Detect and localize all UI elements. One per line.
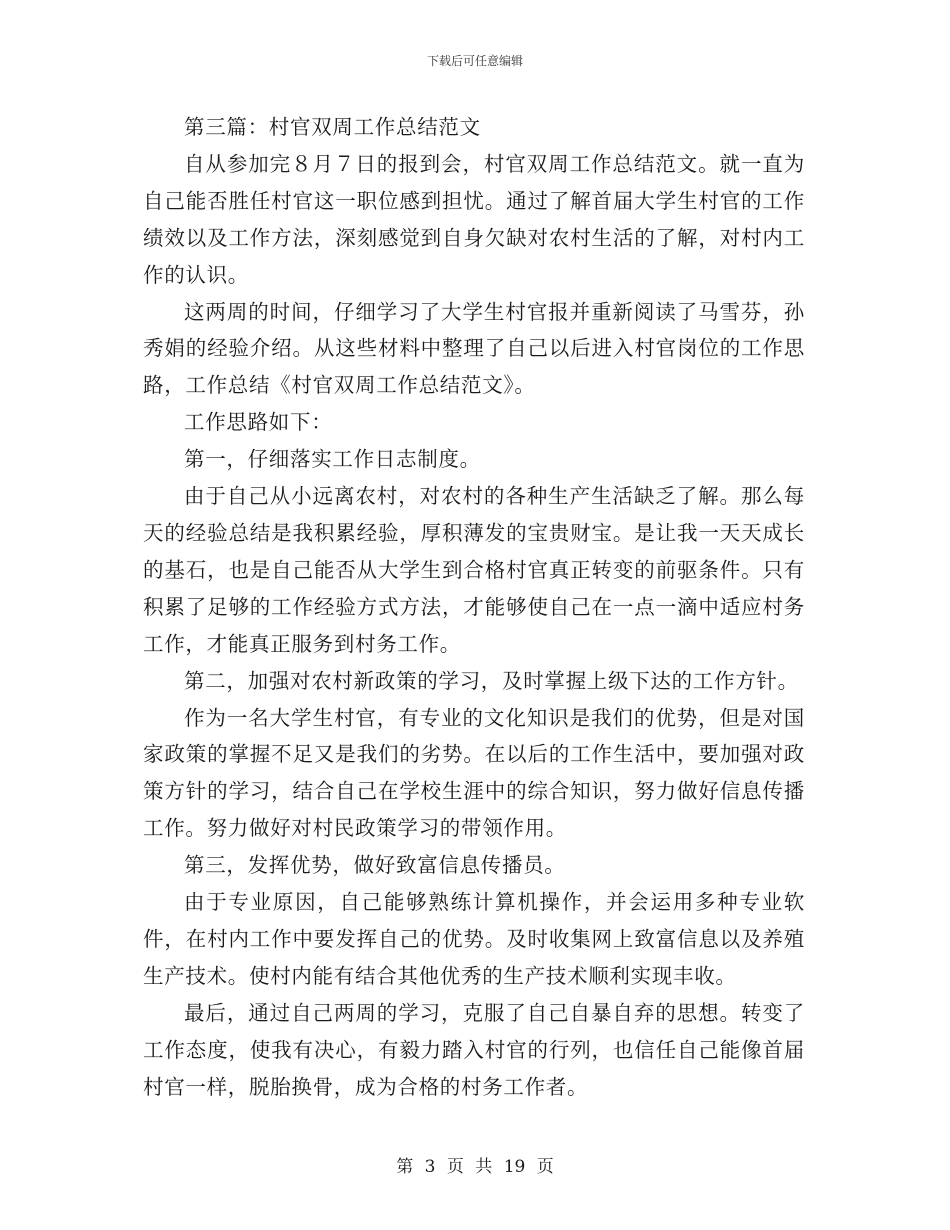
paragraph: 最后，通过自己两周的学习，克服了自己自暴自弃的思想。转变了工作态度，使我有决心，有毅力踏入村官的行列，也信任自己能像首届村官一样，脱胎换骨，成为合格的村务工作者。 <box>143 1000 805 1099</box>
paragraph: 工作思路如下： <box>184 410 333 435</box>
page-header-note: 下载后可任意编辑 <box>426 54 523 68</box>
paragraph: 由于专业原因，自己能够熟练计算机操作，并会运用多种专业软件，在村内工作中要发挥自己的优势。及时收集网上致富信息以及养殖生产技术。使村内能有结合其他优秀的生产技术顺利实现丰收。 <box>143 890 805 988</box>
page-number-footer: 第 3 页 共 19 页 <box>396 1157 554 1177</box>
paragraph: 第一，仔细落实工作日志制度。 <box>184 447 481 472</box>
paragraph: 作为一名大学生村官，有专业的文化知识是我们的优势，但是对国家政策的掌握不足又是我们的劣势。在以后的工作生活中，要加强对政策方针的学习，结合自己在学校生涯中的综合知识，努力做好信息传播工作。努力做好对村民政策学习的带领作用。 <box>143 705 805 841</box>
paragraph: 这两周的时间，仔细学习了大学生村官报并重新阅读了马雪芬，孙秀娟的经验介绍。从这些材料中整理了自己以后进入村官岗位的工作思路，工作总结《村官双周工作总结范文》。 <box>143 299 805 398</box>
document-body <box>143 109 805 1105</box>
section-title: 第三篇：村官双周工作总结范文 <box>184 115 481 139</box>
paragraph: 第三，发挥优势，做好致富信息传播员。 <box>184 853 566 878</box>
paragraph: 第二，加强对农村新政策的学习，及时掌握上级下达的工作方针。 <box>184 668 799 693</box>
paragraph: 由于自己从小远离农村，对农村的各种生产生活缺乏了解。那么每天的经验总结是我积累经验，厚积薄发的宝贵财宝。是让我一天天成长的基石，也是自己能否从大学生到合格村官真正转变的前驱条件。只有积累了足够的工作经验方式方法，才能够使自己在一点一滴中适应村务工作，才能真正服务到村务工作。 <box>143 484 805 656</box>
paragraph: 自从参加完８月７日的报到会，村官双周工作总结范文。就一直为自己能否胜任村官这一职位感到担忧。通过了解首届大学生村官的工作绩效以及工作方法，深刻感觉到自身欠缺对农村生活的了解，对村内工作的认识。 <box>143 151 805 287</box>
